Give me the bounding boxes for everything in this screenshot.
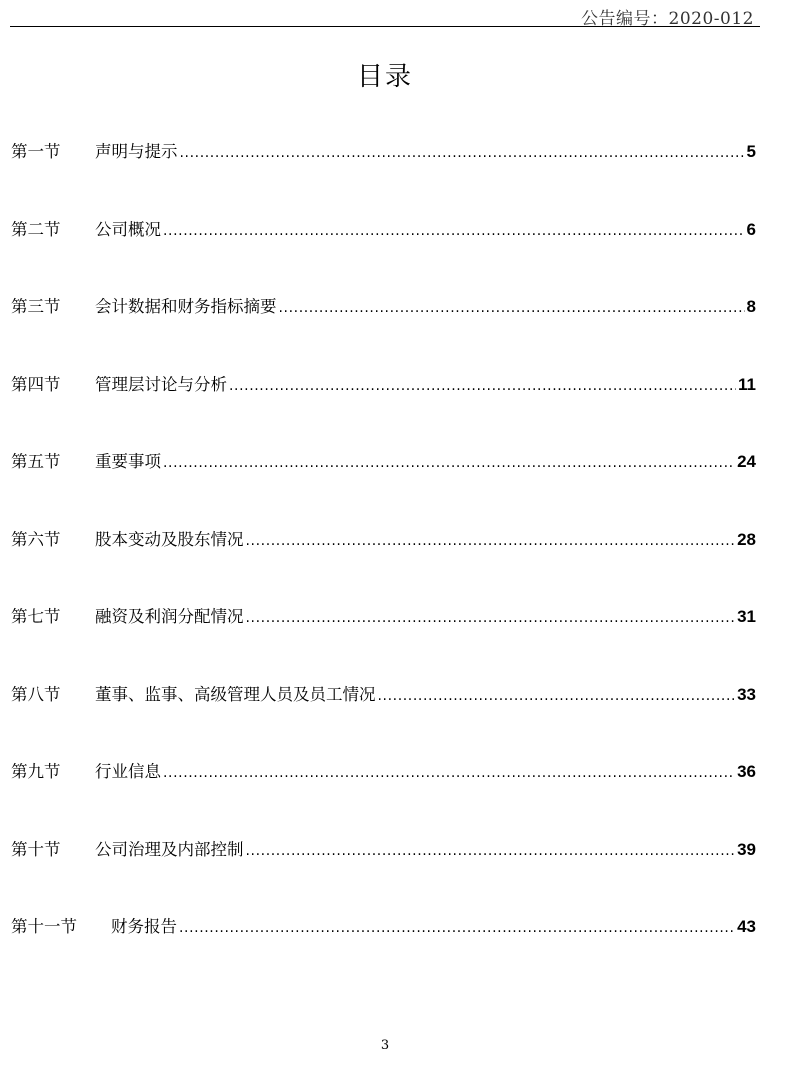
toc-section-number: 第六节 [11,529,61,549]
toc-entry[interactable] [11,217,756,243]
toc-section-title: 董事、监事、高级管理人员及员工情况 [95,684,376,704]
toc-section-title: 声明与提示 [95,142,178,161]
toc-dot-leader [163,218,745,244]
toc-section-number: 第九节 [11,762,61,781]
toc-dot-leader [246,605,736,631]
toc-entry[interactable] [11,604,756,630]
toc-dot-leader [229,373,736,399]
header-rule [10,26,760,27]
toc-section-title: 行业信息 [95,762,161,781]
toc-section-number: 第一节 [11,142,61,161]
toc-page-number: 6 [746,219,756,239]
toc-section-title: 公司概况 [95,219,161,239]
toc-dot-leader [180,140,745,166]
toc-section-number: 第五节 [11,452,61,471]
toc-entry[interactable] [11,837,756,863]
toc-section-title: 公司治理及内部控制 [95,839,244,859]
toc-entry[interactable] [11,139,756,165]
toc-section-number: 第四节 [11,374,61,394]
toc-page-number: 8 [746,297,756,316]
toc-section-number: 第八节 [11,684,61,704]
toc-dot-leader [246,838,736,864]
toc-dot-leader [378,683,736,709]
toc-page-number: 5 [746,142,756,161]
toc-section-title: 财务报告 [111,917,177,936]
toc-section-number: 第十一节 [11,917,77,936]
toc-dot-leader [179,915,735,941]
toc-section-number: 第二节 [11,219,61,239]
toc-entry[interactable] [11,682,756,708]
toc-entry[interactable] [11,527,756,553]
toc-dot-leader [163,760,735,786]
toc-entry[interactable] [11,759,756,785]
toc-page-number: 28 [737,529,756,549]
toc-section-number: 第十节 [11,839,61,859]
toc-section-number: 第三节 [11,297,61,316]
toc-page-number: 43 [737,917,756,936]
toc-page-number: 31 [737,607,756,626]
toc-section-title: 会计数据和财务指标摘要 [95,297,277,316]
toc-dot-leader [246,528,736,554]
toc-entry[interactable] [11,294,756,320]
toc-section-title: 重要事项 [95,452,161,471]
toc-page-number: 36 [737,762,756,781]
toc-section-title: 融资及利润分配情况 [95,607,244,626]
announcement-code: 公告编号：2020-012 [581,9,754,29]
toc-section-title: 管理层讨论与分析 [95,374,227,394]
toc-section-number: 第七节 [11,607,61,626]
page-number: 3 [380,1038,390,1053]
toc-page-number: 11 [738,374,756,394]
toc-entry[interactable] [11,449,756,475]
toc-dot-leader [279,295,745,321]
toc-page-number: 33 [737,684,756,704]
toc-title: 目录 [356,62,413,92]
toc-section-title: 股本变动及股东情况 [95,529,244,549]
toc-dot-leader [163,450,735,476]
toc-entry[interactable] [11,372,756,398]
toc-page-number: 24 [737,452,756,471]
toc-entry[interactable] [11,914,756,940]
toc-page-number: 39 [737,839,756,859]
